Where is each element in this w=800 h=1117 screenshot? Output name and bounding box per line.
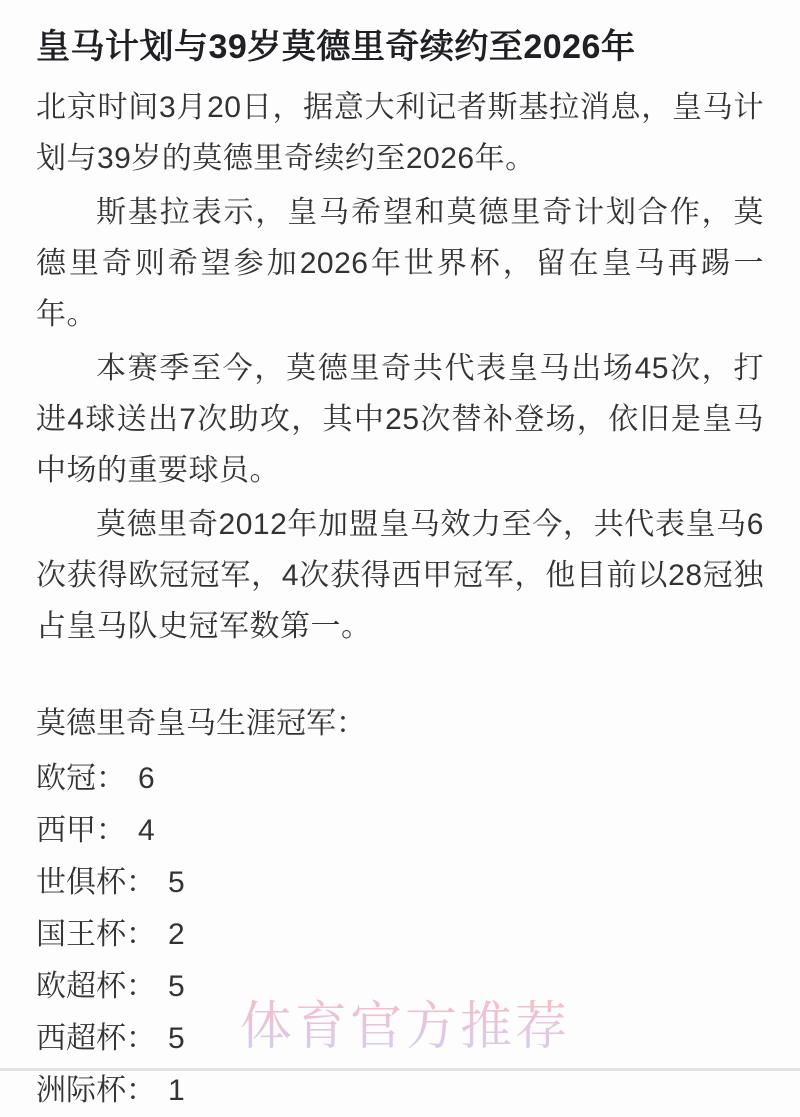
- watermark-text: 体育官方推荐: [240, 999, 571, 1056]
- honor-item: [36, 909, 764, 961]
- article-paragraph: 莫德里奇2012年加盟皇马效力至今，共代表皇马6次获得欧冠冠军，4次获得西甲冠军，他目前以28冠独占皇马队史冠军数第一。: [36, 508, 764, 643]
- bottom-divider: [0, 1068, 800, 1071]
- article-paragraph: 本赛季至今，莫德里奇共代表皇马出场45次，打进4球送出7次助攻，其中25次替补登场，依旧是皇马中场的重要球员。: [36, 352, 764, 487]
- honor-item: [36, 805, 764, 857]
- honor-separator: ：: [126, 918, 156, 951]
- honor-separator: ：: [96, 762, 126, 795]
- honor-count: 5: [168, 970, 185, 1003]
- honor-item: [36, 857, 764, 909]
- honor-label: 西甲: [36, 814, 96, 847]
- honor-item: [36, 1013, 764, 1065]
- honor-separator: ：: [126, 866, 156, 899]
- honor-count: 1: [168, 1074, 185, 1107]
- honor-count: 6: [138, 762, 155, 795]
- honor-count: 5: [168, 1022, 185, 1055]
- article-paragraph: 北京时间3月20日，据意大利记者斯基拉消息，皇马计划与39岁的莫德里奇续约至2026年。: [36, 91, 764, 175]
- honor-count: 2: [168, 918, 185, 951]
- honors-list-header: 莫德里奇皇马生涯冠军：: [36, 707, 366, 740]
- honor-separator: ：: [126, 1074, 156, 1107]
- honor-item: [36, 753, 764, 805]
- honor-count: 4: [138, 814, 155, 847]
- article-title: 皇马计划与39岁莫德里奇续约至2026年: [36, 28, 636, 66]
- honor-separator: ：: [126, 1022, 156, 1055]
- honor-label: 欧冠: [36, 762, 96, 795]
- honor-label: 国王杯: [36, 918, 126, 951]
- honor-label: 洲际杯: [36, 1074, 126, 1107]
- honor-label: 世俱杯: [36, 866, 126, 899]
- honor-count: 5: [168, 866, 185, 899]
- honor-item: [36, 961, 764, 1013]
- honor-label: 西超杯: [36, 1022, 126, 1055]
- honor-separator: ：: [96, 814, 126, 847]
- honor-label: 欧超杯: [36, 970, 126, 1003]
- article-paragraph: 斯基拉表示，皇马希望和莫德里奇计划合作，莫德里奇则希望参加2026年世界杯，留在皇马再踢一年。: [36, 196, 764, 331]
- honor-separator: ：: [126, 970, 156, 1003]
